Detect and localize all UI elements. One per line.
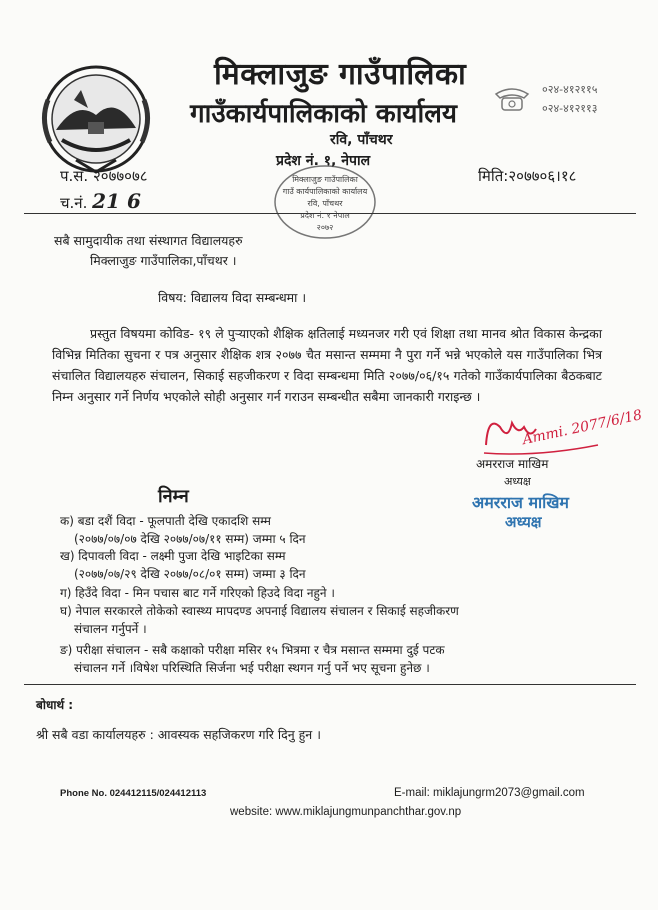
stamp-line: गाउँ कार्यपालिकाको कार्यालय: [282, 187, 368, 196]
signer-name: अमरराज माखिम: [476, 457, 549, 471]
dispatch-number: [60, 189, 141, 213]
footer-website[interactable]: website: www.miklajungmunpanchthar.gov.np: [230, 806, 462, 818]
list-item-detail: (२०७७/०७/२९ देखि २०७७/०८/०१ सम्म) जम्मा ३ दिन: [74, 567, 306, 581]
office-name: मिक्लाजुङ गाउँपालिका: [214, 57, 467, 92]
dispatch-label: च.नं.: [60, 194, 88, 212]
addressee-line-1: सबै सामुदायीक तथा संस्थागत विद्यालयहरु: [54, 233, 243, 248]
office-place: रवि, पाँचथर: [330, 132, 393, 148]
phone-number-1: ०२४-४१२११५: [542, 83, 598, 96]
copy-to-line: श्री सबै वडा कार्यालयहरु : आवस्यक सहजिकरण गरि दिनु हुन ।: [36, 727, 321, 742]
list-item: ख) दिपावली विदा - लक्ष्मी पुजा देखि भाइटिका सम्म: [60, 549, 286, 563]
copy-to-heading: बोधार्थ :: [36, 698, 74, 712]
stamp-line: प्रदेश नं. १ नेपाल: [300, 211, 350, 220]
list-item: ङ) परीक्षा संचालन - सबै कक्षाको परीक्षा मसिर १५ भित्रमा र चैत्र मसान्त सम्ममा दुई पटक: [60, 643, 445, 657]
footer-email[interactable]: E-mail: miklajungrm2073@gmail.com: [394, 787, 585, 799]
seal-title: अध्यक्ष: [505, 513, 542, 531]
list-item-detail: संचालन गर्ने ।विषेश परिस्थिति सिर्जना भई परीक्षा स्थगन गर्नु पर्ने भए सूचना हुनेछ ।: [74, 661, 430, 675]
stamp-line: रवि, पाँचथर: [307, 199, 343, 208]
office-stamp: [270, 160, 380, 240]
reference-label: प.सं.: [60, 167, 89, 185]
letter-date: मिति:२०७७०६।१८: [478, 167, 577, 185]
list-item: घ) नेपाल सरकारले तोकेको स्वास्थ्य मापदण्ड अपनाई विद्यालय संचालन र सिकाई सहजीकरण: [60, 604, 459, 618]
stamp-line: मिक्लाजुङ गाउँपालिका: [292, 175, 358, 184]
list-item-detail: संचालन गर्नुपर्ने ।: [74, 622, 147, 636]
phone-number-2: ०२४-४१२११३: [542, 102, 598, 115]
reference-number: [60, 166, 148, 186]
signer-title: अध्यक्ष: [504, 475, 531, 488]
footer-phone: Phone No. 024412115/024412113: [60, 788, 207, 799]
stamp-line: २०७२: [316, 223, 334, 232]
seal-name: अमरराज माखिम: [472, 493, 569, 512]
telephone-icon: [492, 84, 532, 114]
header-divider: [24, 213, 636, 214]
section-divider: [24, 684, 636, 685]
addressee-line-2: मिक्लाजुङ गाउँपालिका,पाँचथर ।: [90, 253, 237, 268]
list-heading: निम्न: [158, 486, 189, 507]
list-item: ग) हिउँदे विदा - मिन पचास बाट गर्ने गरिएको हिउदे विदा नहुने ।: [60, 586, 335, 600]
government-emblem-icon: [36, 60, 156, 178]
dispatch-value: 21 6: [92, 189, 141, 213]
reference-value: २०७७०७८: [92, 167, 148, 185]
office-province: प्रदेश नं. १, नेपाल: [276, 153, 371, 169]
svg-text:Ammi. 2077/6/18: Ammi. 2077/6/18: [521, 407, 644, 449]
list-item: क) बडा दशैं विदा - फूलपाती देखि एकादशि सम्म: [60, 514, 271, 528]
letter-subject: विषय: विद्यालय विदा सम्बन्धमा ।: [158, 290, 307, 305]
body-paragraph: प्रस्तुत विषयमा कोविड- १९ ले पुऱ्याएको शैक्षिक क्षतिलाई मध्यनजर गरी एवं शिक्षा तथा मानव श्रोत विकास केन्द्रका विभिन्न मितिका सुचना र पत्र अनुसार शैक्षिक शत्र २०७७ चैत मसान्त सम्ममा नै पुरा गर्ने भन्ने भएकोले यस गाउँपालिका भित्र संचालित विद्यालयहरु संचालन, सिकाई सहजीकरण र विदा सम्बन्धमा मिति २०७७/०६/१५ गतेको गाउँकार्यपालिका बैठकबाट निम्न अनुसार गर्ने निर्णय भएकोले सोही अनुसार गर्न गराउन सम्बन्धीत सबैमा जानकारी गराइन्छ ।: [52, 326, 602, 404]
office-subtitle: गाउँकार्यपालिकाको कार्यालय: [190, 99, 457, 129]
list-item-detail: (२०७७/०७/०७ देखि २०७७/०७/११ सम्म) जम्मा ५ दिन: [74, 532, 306, 546]
